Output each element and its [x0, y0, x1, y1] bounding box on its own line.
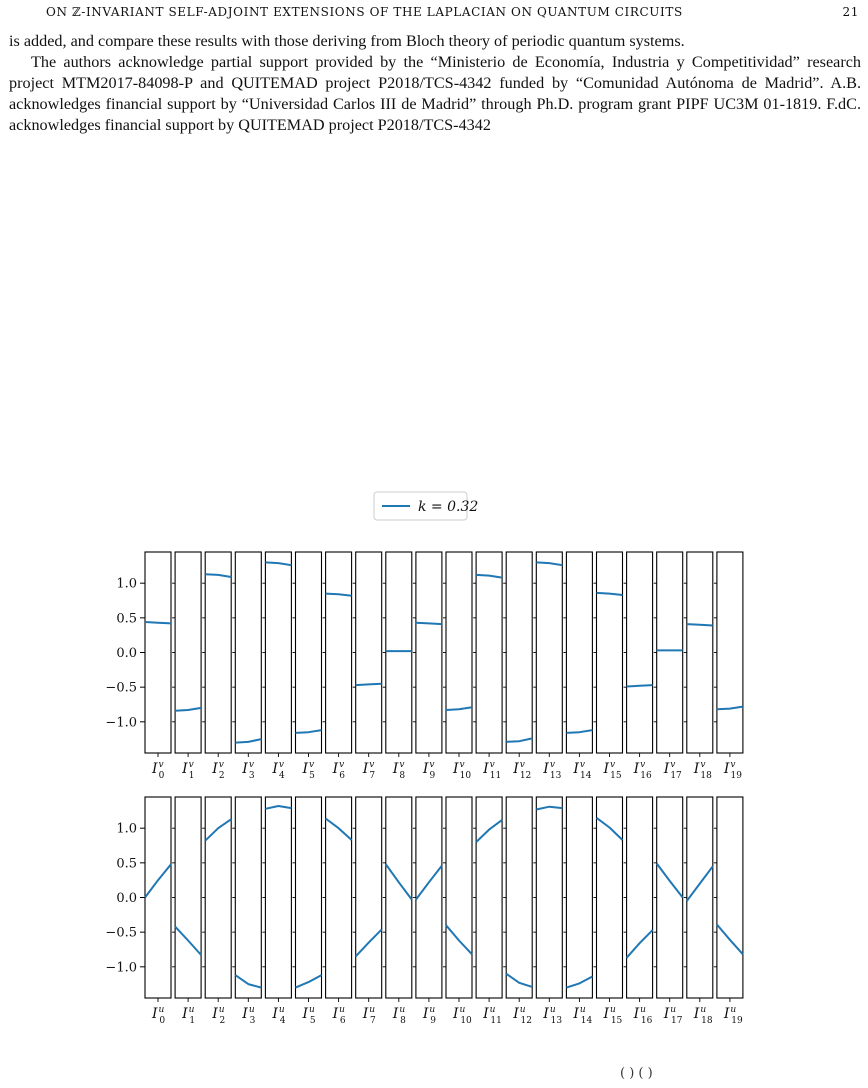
series-line	[416, 866, 442, 900]
x-tick-label: $I^v$ 1	[182, 760, 195, 781]
subplot-frame	[296, 552, 322, 753]
series-line	[566, 977, 592, 988]
subplot-frame	[506, 552, 532, 753]
subplot-frame	[205, 552, 231, 753]
subplot-frame	[265, 797, 291, 998]
subplot-frame	[536, 552, 562, 753]
x-tick-label: $I^u$ 17	[663, 1005, 683, 1026]
x-tick-label: $I^v$ 18	[693, 760, 712, 781]
subplot-frame	[265, 552, 291, 753]
series-line	[175, 927, 201, 955]
series-line	[476, 820, 502, 842]
x-tick-label: $I^v$ 5	[302, 760, 315, 781]
series-line	[145, 622, 171, 623]
x-tick-label: $I^u$ 14	[573, 1005, 593, 1026]
x-tick-label: $I^v$ 16	[633, 760, 652, 781]
x-tick-label: $I^u$ 18	[693, 1005, 713, 1026]
subplot-frame	[717, 552, 743, 753]
subplot-frame	[657, 797, 683, 998]
subplot-frame	[145, 552, 171, 753]
series-line	[205, 819, 231, 841]
x-tick-label: $I^v$ 8	[392, 760, 406, 781]
x-tick-label: $I^u$ 10	[453, 1005, 472, 1026]
y-tick-label: 0.5	[116, 856, 137, 872]
series-line	[235, 739, 261, 743]
subplot-frame	[566, 552, 592, 753]
series-line	[416, 623, 442, 624]
x-tick-label: $I^v$ 2	[212, 760, 225, 781]
subplot-frame	[687, 552, 713, 753]
y-tick-label: 0.5	[116, 611, 137, 627]
x-tick-label: $I^u$ 5	[302, 1005, 316, 1026]
series-line	[145, 864, 171, 897]
x-tick-label: $I^v$ 17	[663, 760, 682, 781]
y-tick-label: 1.0	[116, 821, 137, 837]
subplot-frame	[446, 797, 472, 998]
x-tick-label: $I^v$ 0	[152, 760, 165, 781]
series-line	[296, 730, 322, 733]
subplot-frame	[717, 797, 743, 998]
paragraph: is added, and compare these results with those deriving from Bloch theory of periodic quantum systems.	[9, 32, 685, 50]
y-tick-label: 0.0	[116, 646, 137, 661]
series-line	[687, 624, 713, 625]
x-tick-label: $I^u$ 3	[242, 1005, 256, 1026]
series-line	[265, 562, 291, 565]
series-line	[536, 562, 562, 565]
series-line	[597, 818, 623, 840]
x-tick-label: $I^u$ 15	[603, 1005, 623, 1026]
x-tick-label: $I^u$ 13	[543, 1005, 563, 1026]
subplot-frame	[506, 797, 532, 998]
subplot-frame	[296, 797, 322, 998]
subplot-frame	[627, 552, 653, 753]
subplot-frame	[326, 552, 352, 753]
y-tick-label: −1.0	[105, 715, 137, 731]
x-tick-label: $I^v$ 7	[362, 760, 376, 781]
figure	[0, 480, 868, 1040]
subplot-frame	[597, 552, 623, 753]
y-tick-label: −1.0	[105, 960, 137, 976]
subplot-frame	[657, 552, 683, 753]
y-tick-label: 0.0	[116, 891, 137, 906]
subplot-frame	[235, 552, 261, 753]
x-tick-label: $I^u$ 16	[633, 1005, 653, 1026]
y-tick-label: 1.0	[116, 576, 137, 592]
x-tick-label: $I^v$ 4	[272, 760, 285, 781]
x-tick-label: $I^v$ 19	[723, 760, 742, 781]
series-line	[356, 684, 382, 685]
series-line	[717, 925, 743, 955]
x-tick-label: $I^u$ 7	[362, 1005, 376, 1026]
x-tick-label: $I^u$ 11	[483, 1005, 502, 1026]
series-line	[386, 864, 412, 899]
x-tick-label: $I^u$ 8	[392, 1005, 406, 1026]
series-line	[627, 685, 653, 686]
subplot-frame	[416, 797, 442, 998]
subplot-frame	[386, 797, 412, 998]
y-tick-label: −0.5	[105, 925, 137, 941]
subplot-frame	[416, 552, 442, 753]
x-tick-label: $I^u$ 1	[182, 1005, 196, 1026]
subplot-frame	[235, 797, 261, 998]
x-tick-label: $I^u$ 9	[422, 1005, 436, 1026]
x-tick-label: $I^v$ 6	[332, 760, 345, 781]
x-tick-label: $I^u$ 12	[513, 1005, 532, 1026]
series-line	[446, 925, 472, 954]
series-line	[566, 730, 592, 733]
x-tick-label: $I^v$ 10	[453, 760, 472, 781]
x-tick-label: $I^u$ 2	[212, 1005, 226, 1026]
subplot-frame	[145, 797, 171, 998]
series-line	[235, 975, 261, 988]
subplot-frame	[687, 797, 713, 998]
subplot-frame	[476, 797, 502, 998]
subplot-frame	[386, 552, 412, 753]
series-line	[717, 707, 743, 710]
subplot-frame	[476, 552, 502, 753]
x-tick-label: $I^v$ 11	[483, 760, 502, 781]
x-tick-label: $I^v$ 12	[513, 760, 532, 781]
x-tick-label: $I^v$ 15	[603, 760, 622, 781]
body-text	[9, 31, 861, 136]
subplot-frame	[446, 552, 472, 753]
series-line	[476, 575, 502, 578]
subplot-frame	[175, 552, 201, 753]
footer-fragment: ( ) ( )	[620, 1066, 653, 1081]
x-tick-label: $I^u$ 19	[723, 1005, 743, 1026]
series-line	[506, 974, 532, 987]
series-line	[597, 593, 623, 595]
subplot-frame	[175, 797, 201, 998]
series-line	[687, 866, 713, 901]
x-tick-label: $I^u$ 0	[152, 1005, 166, 1026]
subplot-frame	[627, 797, 653, 998]
subplot-frame	[536, 797, 562, 998]
series-line	[446, 707, 472, 710]
series-line	[627, 930, 653, 958]
series-line	[296, 975, 322, 988]
y-tick-label: −0.5	[105, 680, 137, 696]
series-line	[536, 807, 562, 810]
x-tick-label: $I^v$ 3	[242, 760, 255, 781]
series-line	[265, 806, 291, 809]
x-tick-label: $I^u$ 4	[272, 1005, 286, 1026]
x-tick-label: $I^v$ 13	[543, 760, 562, 781]
series-line	[657, 864, 683, 898]
x-tick-label: $I^v$ 9	[422, 760, 436, 781]
x-tick-label: $I^u$ 6	[332, 1005, 346, 1026]
subplot-frame	[566, 797, 592, 998]
series-line	[326, 819, 352, 841]
paragraph: The authors acknowledge partial support provided by the “Ministerio de Economía, Industria y Competitividad” research project MTM2017-84098-P and QUITEMAD project P2018/TCS-4342 funded by “Comunidad Autónoma de Madrid”. A.B. acknowledges financial support by “Universidad Carlos III de Madrid” through Ph.D. program grant PIPF UC3M 01-1819. F.dC. acknowledges financial support by QUITEMAD project P2018/TCS-4342	[9, 53, 861, 134]
series-line	[205, 574, 231, 577]
series-line	[356, 929, 382, 956]
subplot-frame	[356, 552, 382, 753]
series-line	[175, 708, 201, 711]
x-tick-label: $I^v$ 14	[573, 760, 592, 781]
subplot-frame	[356, 797, 382, 998]
running-title: ON ℤ-INVARIANT SELF-ADJOINT EXTENSIONS OF THE LAPLACIAN ON QUANTUM CIRCUITS	[46, 5, 683, 19]
series-line	[506, 738, 532, 742]
series-line	[326, 594, 352, 596]
legend-label: k = 0.32	[418, 499, 479, 515]
page-number: 21	[842, 5, 859, 19]
